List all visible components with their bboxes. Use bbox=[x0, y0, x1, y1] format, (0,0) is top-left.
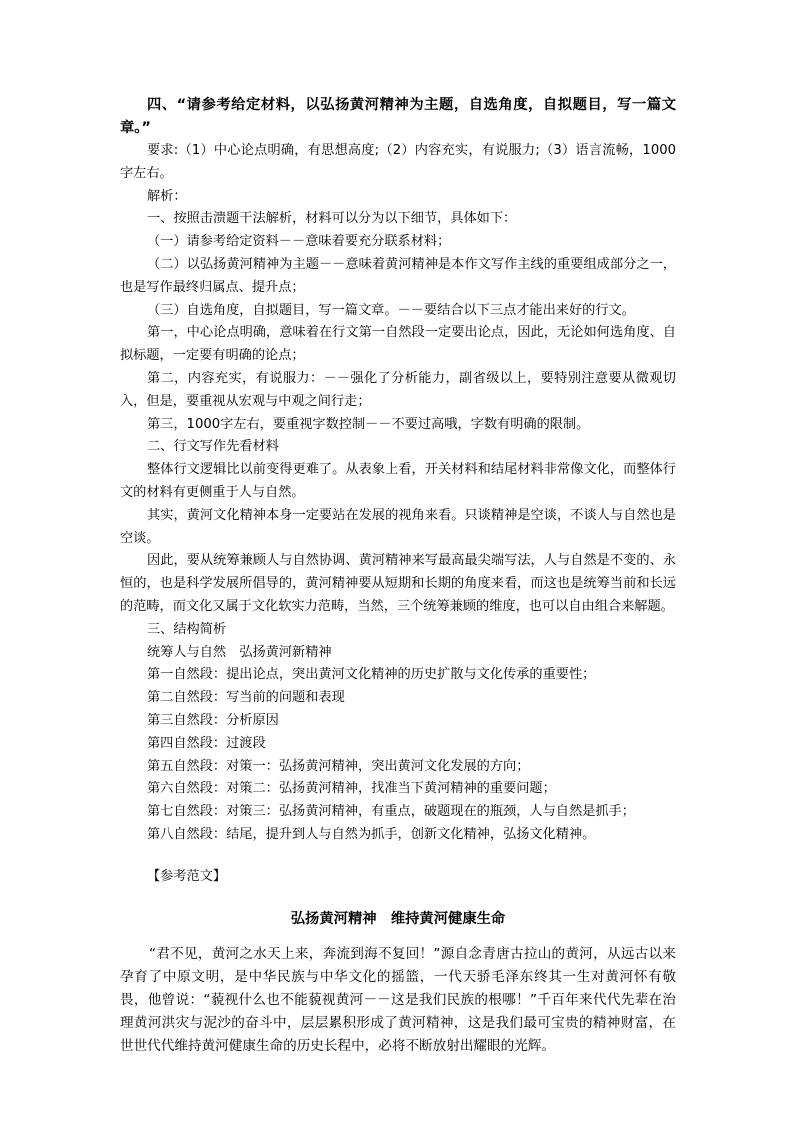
analysis-item-1: （一）请参考给定资料－－意味着要充分联系材料； bbox=[147, 234, 451, 250]
question-heading: 四、“请参考给定材料，以弘扬黄河精神为主题，自选角度，自拟题目，写一篇文章。” bbox=[120, 97, 676, 136]
essay-title: 弘扬黄河精神 维持黄河健康生命 bbox=[290, 910, 506, 927]
analysis-label: 解析： bbox=[147, 188, 187, 204]
structure-list bbox=[120, 642, 676, 847]
section-2-title: 二、行文写作先看材料 bbox=[147, 439, 279, 455]
analysis-paragraph-2: 其实，黄河文化精神本身一定要站在发展的视角来看。只谈精神是空谈，不谈人与自然也是空谈。 bbox=[120, 507, 676, 546]
question-requirement: 要求:（1）中心论点明确，有思想高度;（2）内容充实，有说服力;（3）语言流畅，1000字左右。 bbox=[120, 143, 676, 181]
document-content bbox=[120, 94, 676, 1058]
analysis-point-1: 第一，中心论点明确，意味着在行文第一自然段一定要出论点，因此，无论如何选角度、自拟标题，一定要有明确的论点； bbox=[120, 325, 676, 364]
structure-line: 第三自然段：分析原因 bbox=[147, 712, 279, 728]
structure-line: 第一自然段：提出论点，突出黄河文化精神的历史扩散与文化传承的重要性； bbox=[147, 667, 596, 683]
analysis-paragraph-1: 整体行文逻辑比以前变得更难了。从表象上看，开关材料和结尾材料非常像文化，而整体行文的材料有更侧重于人与自然。 bbox=[120, 462, 676, 500]
essay-body: “君不见，黄河之水天上来，奔流到海不复回！”源自念青唐古拉山的黄河，从远古以来孕育了中原文明，是中华民族与中华文化的摇篮，一代天骄毛泽东终其一生对黄河怀有敬畏，他曾说：“藐视什么也不能藐视黄河－－这是我们民族的根哪！”千百年来代代先辈在治理黄河洪灾与泥沙的奋斗中，层层累积形成了黄河精神，这是我们最可宝贵的精神财富，在世世代代维持黄河健康生命的历史长程中，必将不断放射出耀眼的光辉。 bbox=[120, 945, 676, 1054]
analysis-item-3: （三）自选角度，自拟题目，写一篇文章。－－要结合以下三点才能出来好的行文。 bbox=[147, 302, 635, 318]
structure-line: 第六自然段：对策二：弘扬黄河精神，找准当下黄河精神的重要问题； bbox=[147, 781, 556, 797]
structure-line: 第五自然段：对策一：弘扬黄河精神，突出黄河文化发展的方向； bbox=[147, 758, 530, 774]
reference-label: 【参考范文】 bbox=[147, 868, 227, 884]
section-3-title: 三、结构简析 bbox=[147, 621, 227, 637]
analysis-paragraph-3: 因此，要从统筹兼顾人与自然协调、黄河精神来写最高最尖端写法，人与自然是不变的、永恒的，也是科学发展所倡导的，黄河精神要从短期和长期的角度来看，而这也是统筹当前和长远的范畴，而文化又属于文化软实力范畴，当然，三个统筹兼顾的维度，也可以自由组合来解题。 bbox=[120, 553, 676, 614]
structure-line: 第二自然段：写当前的问题和表现 bbox=[147, 690, 345, 706]
analysis-point-3: 第三，1000字左右，要重视字数控制－－不要过高哦，字数有明确的限制。 bbox=[147, 416, 590, 432]
section-1-title: 一、按照击溃题干法解析，材料可以分为以下细节，具体如下： bbox=[147, 211, 517, 227]
structure-line: 第八自然段：结尾，提升到人与自然为抓手，创新文化精神，弘扬文化精神。 bbox=[147, 826, 596, 842]
structure-line: 统筹人与自然 弘扬黄河新精神 bbox=[147, 644, 332, 660]
analysis-point-2: 第二，内容充实，有说服力：－－强化了分析能力，副省级以上，要特别注意要从微观切入，但是，要重视从宏观与中观之间行走； bbox=[120, 370, 676, 409]
structure-line: 第四自然段：过渡段 bbox=[147, 735, 266, 751]
analysis-item-2: （二）以弘扬黄河精神为主题－－意味着黄河精神是本作文写作主线的重要组成部分之一，也是写作最终归属点、提升点； bbox=[120, 256, 676, 295]
structure-line: 第七自然段：对策三：弘扬黄河精神，有重点，破题现在的瓶颈，人与自然是抓手； bbox=[147, 804, 635, 820]
